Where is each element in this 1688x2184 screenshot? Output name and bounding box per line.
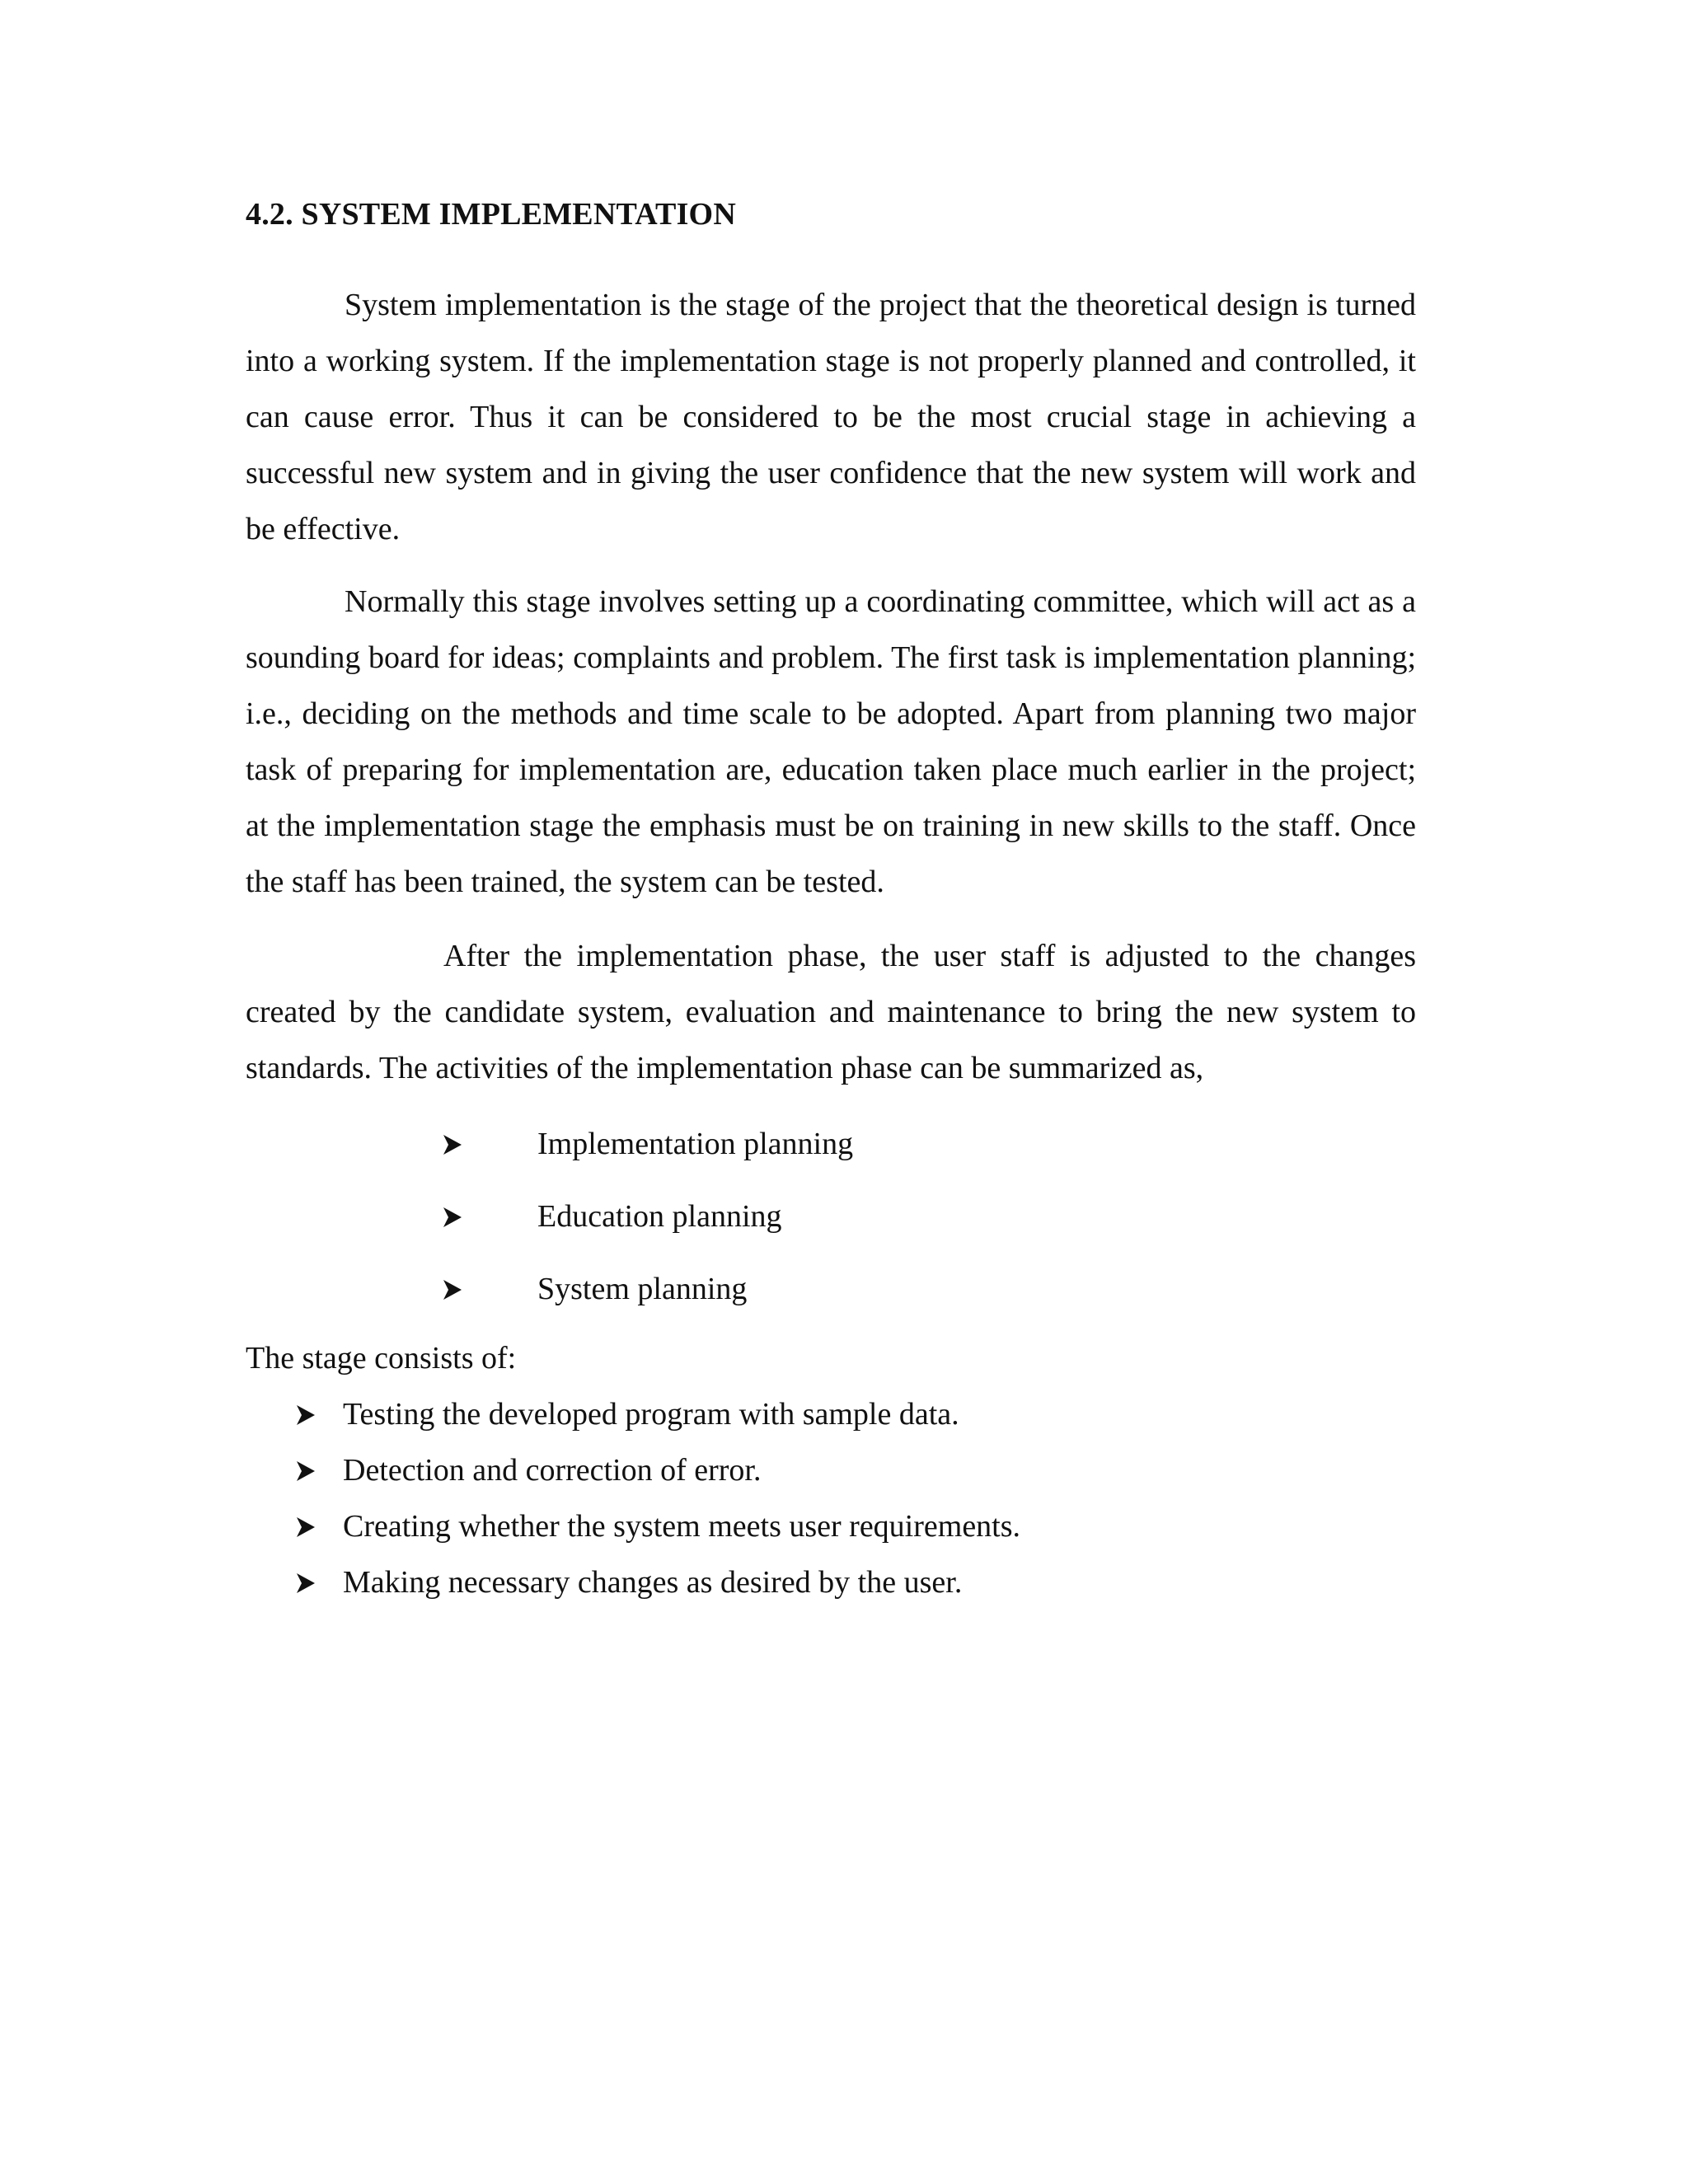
paragraph-2: Normally this stage involves setting up a coordinating committee, which will act as a sounding board for ideas; complaints and problem. The first task is implementation planning; i.e., deciding on the methods and time scale to be adopted. Apart from planning two major task of preparing for implementation are, education taken place much earlier in the project; at the implementation stage the emphasis must be on training in new skills to the staff. Once the staff has been trained, the system can be tested. [246, 584, 1416, 899]
list-item [246, 1261, 1416, 1333]
stage-label: The stage consists of: [246, 1341, 517, 1376]
stage-item-label: Creating whether the system meets user requirements. [343, 1509, 1021, 1544]
list-item [246, 1116, 1416, 1188]
arrowhead-bullet-icon [442, 1261, 463, 1317]
arrowhead-bullet-icon [295, 1386, 316, 1442]
list-item [246, 1442, 1416, 1498]
activities-list [246, 1116, 1416, 1333]
arrowhead-bullet-icon [295, 1554, 316, 1610]
activity-label: Implementation planning [537, 1127, 854, 1161]
paragraph-1: System implementation is the stage of the project that the theoretical design is turned into a working system. If the implementation stage is not properly planned and controlled, it can cause error. Thus it can be considered to be the most crucial stage in achieving a successful new system and in giving the user confidence that the new system will work and be effective. [246, 288, 1416, 546]
activity-label: System planning [537, 1272, 748, 1306]
arrowhead-bullet-icon [442, 1116, 463, 1172]
list-item [246, 1188, 1416, 1261]
activity-label: Education planning [537, 1199, 782, 1234]
stage-item-label: Making necessary changes as desired by the user. [343, 1565, 963, 1600]
section-heading: 4.2. SYSTEM IMPLEMENTATION [246, 197, 736, 232]
stage-items-list [246, 1386, 1416, 1610]
arrowhead-bullet-icon [295, 1442, 316, 1498]
list-item [246, 1386, 1416, 1442]
list-item [246, 1498, 1416, 1554]
stage-item-label: Testing the developed program with sample data. [343, 1397, 959, 1432]
list-item [246, 1554, 1416, 1610]
paragraph-3: After the implementation phase, the user staff is adjusted to the changes created by the candidate system, evaluation and maintenance to bring the new system to standards. The activities of the implementation phase can be summarized as, [246, 939, 1416, 1085]
stage-item-label: Detection and correction of error. [343, 1453, 762, 1488]
arrowhead-bullet-icon [442, 1188, 463, 1244]
arrowhead-bullet-icon [295, 1498, 316, 1554]
